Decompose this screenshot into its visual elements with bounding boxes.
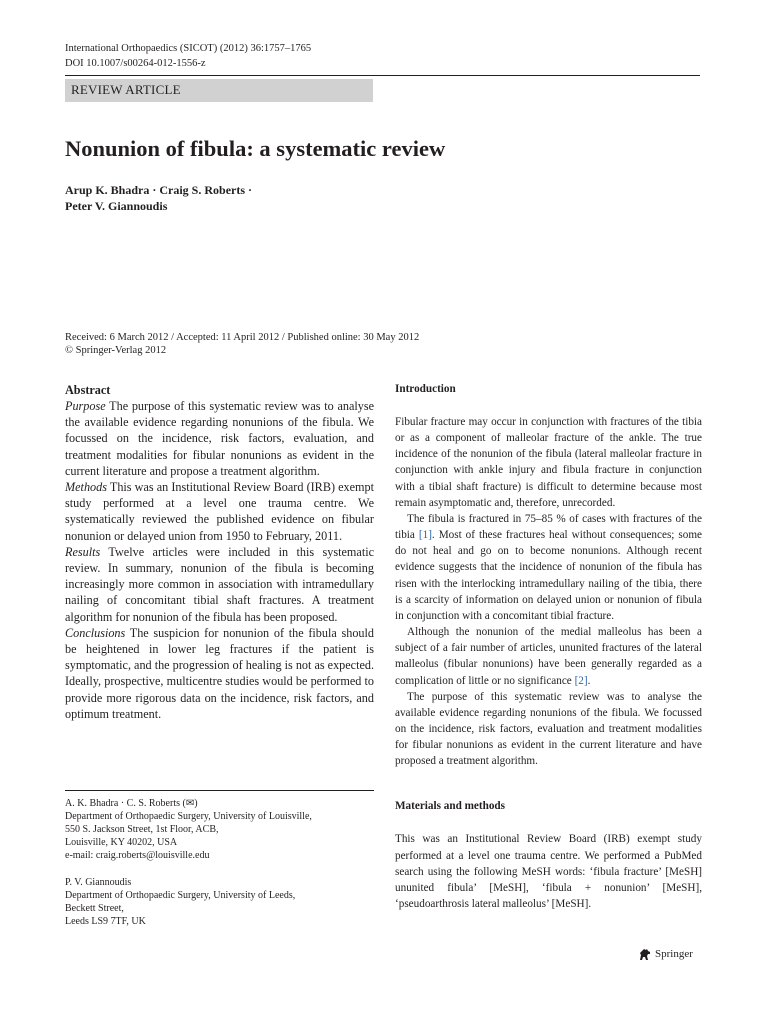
affiliation-address: Leeds LS9 7TF, UK [65,916,146,927]
affiliation-louisville [65,797,374,862]
abstract-purpose: Purpose The purpose of this systematic review was to analyse the available evidence regarding nonunions of the fibula. We focussed on the incidence, risk factors, evaluation, and treatment modalities for fibular nonunions as evident in the current literature and propose a treatment algorithm. [65,399,374,478]
materials-paragraph: This was an Institutional Review Board (IRB) exempt study performed at a level one trauma centre. We performed a PubMed search using the following MeSH words: ‘fibula fracture’ [MeSH] ununited fibula’ [MeSH], ‘fibula + nonunion’ [MeSH], ‘pseudoarthrosis lateral malleolus’ [MeSH]. [395,833,702,911]
introduction-paragraph: The fibula is fractured in 75–85 % of cases with fractures of the tibia [1]. Most of these fractures heal without consequences; some do not heal and go on to become nonunions. Although recent evidence suggests that the incidence of nonunion of the fibula has risen with the interlocking intramedullary nailing of the tibia, there is a scarcity of information on delayed union or nonunion of fibula in conjunction with a concomitant tibial fracture. [395,512,703,622]
affiliation-leeds [65,876,374,928]
header-rule [65,75,700,76]
affiliation-address: Louisville, KY 40202, USA [65,837,178,848]
affiliation-email[interactable]: e-mail: craig.roberts@louisville.edu [65,850,210,861]
publisher-logo [638,948,693,961]
article-title: Nonunion of fibula: a systematic review [65,136,446,161]
abstract-heading: Abstract [65,383,111,397]
abstract-methods: Methods This was an Institutional Review Board (IRB) exempt study performed at a level one trauma centre. We systematically reviewed the published evidence on fibular nonunion or delayed union from 1950 to February, 2011. [65,480,374,543]
journal-reference: International Orthopaedics (SICOT) (2012) 36:1757–1765 [65,43,312,54]
doi[interactable]: DOI 10.1007/s00264-012-1556-z [65,58,206,69]
author-line: Peter V. Giannoudis [65,199,168,213]
materials-heading: Materials and methods [395,800,506,813]
affiliation-names: P. V. Giannoudis [65,877,132,888]
abstract-column [65,382,374,722]
springer-horse-icon [638,948,652,961]
affiliation-department: Department of Orthopaedic Surgery, University of Louisville, [65,811,312,822]
article-type-banner: REVIEW ARTICLE [65,79,373,102]
copyright-icon: © [65,345,73,356]
affiliation-department: Department of Orthopaedic Surgery, University of Leeds, [65,890,296,901]
citation-link[interactable]: [2] [574,674,588,687]
publication-dates [65,331,419,357]
author-list [65,182,465,214]
affiliation-address: 550 S. Jackson Street, 1st Floor, ACB, [65,824,219,835]
abstract-results: Results Twelve articles were included in this systematic review. In summary, nonunion of the fibula is becoming increasingly more common in association with intramedullary nailing of concomitant tibial shaft fractures. A treatment algorithm for nonunion of the fibula has been proposed. [65,544,374,624]
affiliation-rule [65,790,374,791]
citation-link[interactable]: [1] [418,529,432,542]
introduction-paragraph: The purpose of this systematic review was to analyse the available evidence regarding nonunions of the fibula. We focussed on the incidence, risk factors, evaluation and treatment modalities for fibular nonunions as evident in the current literature and have proposed a treatment algorithm. [395,690,702,768]
affiliation-names: A. K. Bhadra · C. S. Roberts (✉) [65,798,198,809]
copyright-line: © Springer-Verlag 2012 [65,345,167,356]
body-column [395,382,702,912]
publisher-name: Springer [655,948,693,960]
abstract-conclusions: Conclusions The suspicion for nonunion of the fibula should be heightened in lower leg fractures if the patient is symptomatic, and the progression of healing is not as expected. Ideally, prospective, multicentre studies would be performed to provide more rigorous data on the incidence, risk factors, and optimum treatment. [65,625,375,721]
introduction-heading: Introduction [395,383,456,395]
introduction-paragraph: Although the nonunion of the medial malleolus has been a subject of a fair number of articles, ununited fractures of the lateral malleolus (fibular nonunions) have been generally regarded as a complication of little or no significance [2]. [395,626,702,687]
affiliation-address: Beckett Street, [65,903,124,914]
author-line: Arup K. Bhadra · Craig S. Roberts · [65,183,253,197]
received-accepted-published: Received: 6 March 2012 / Accepted: 11 April 2012 / Published online: 30 May 2012 [65,332,420,343]
introduction-paragraph: Fibular fracture may occur in conjunction with fractures of the tibia or as a component of malleolar fracture of the ankle. The true incidence of the nonunion of the fibula (lateral malleolar fracture in conjunction with ankle injury and fibula fracture in conjunction with a tibial shaft fracture) is difficult to determine because most remain asymptomatic and, therefore, unrecorded. [395,416,702,509]
envelope-icon: ✉ [185,798,195,809]
